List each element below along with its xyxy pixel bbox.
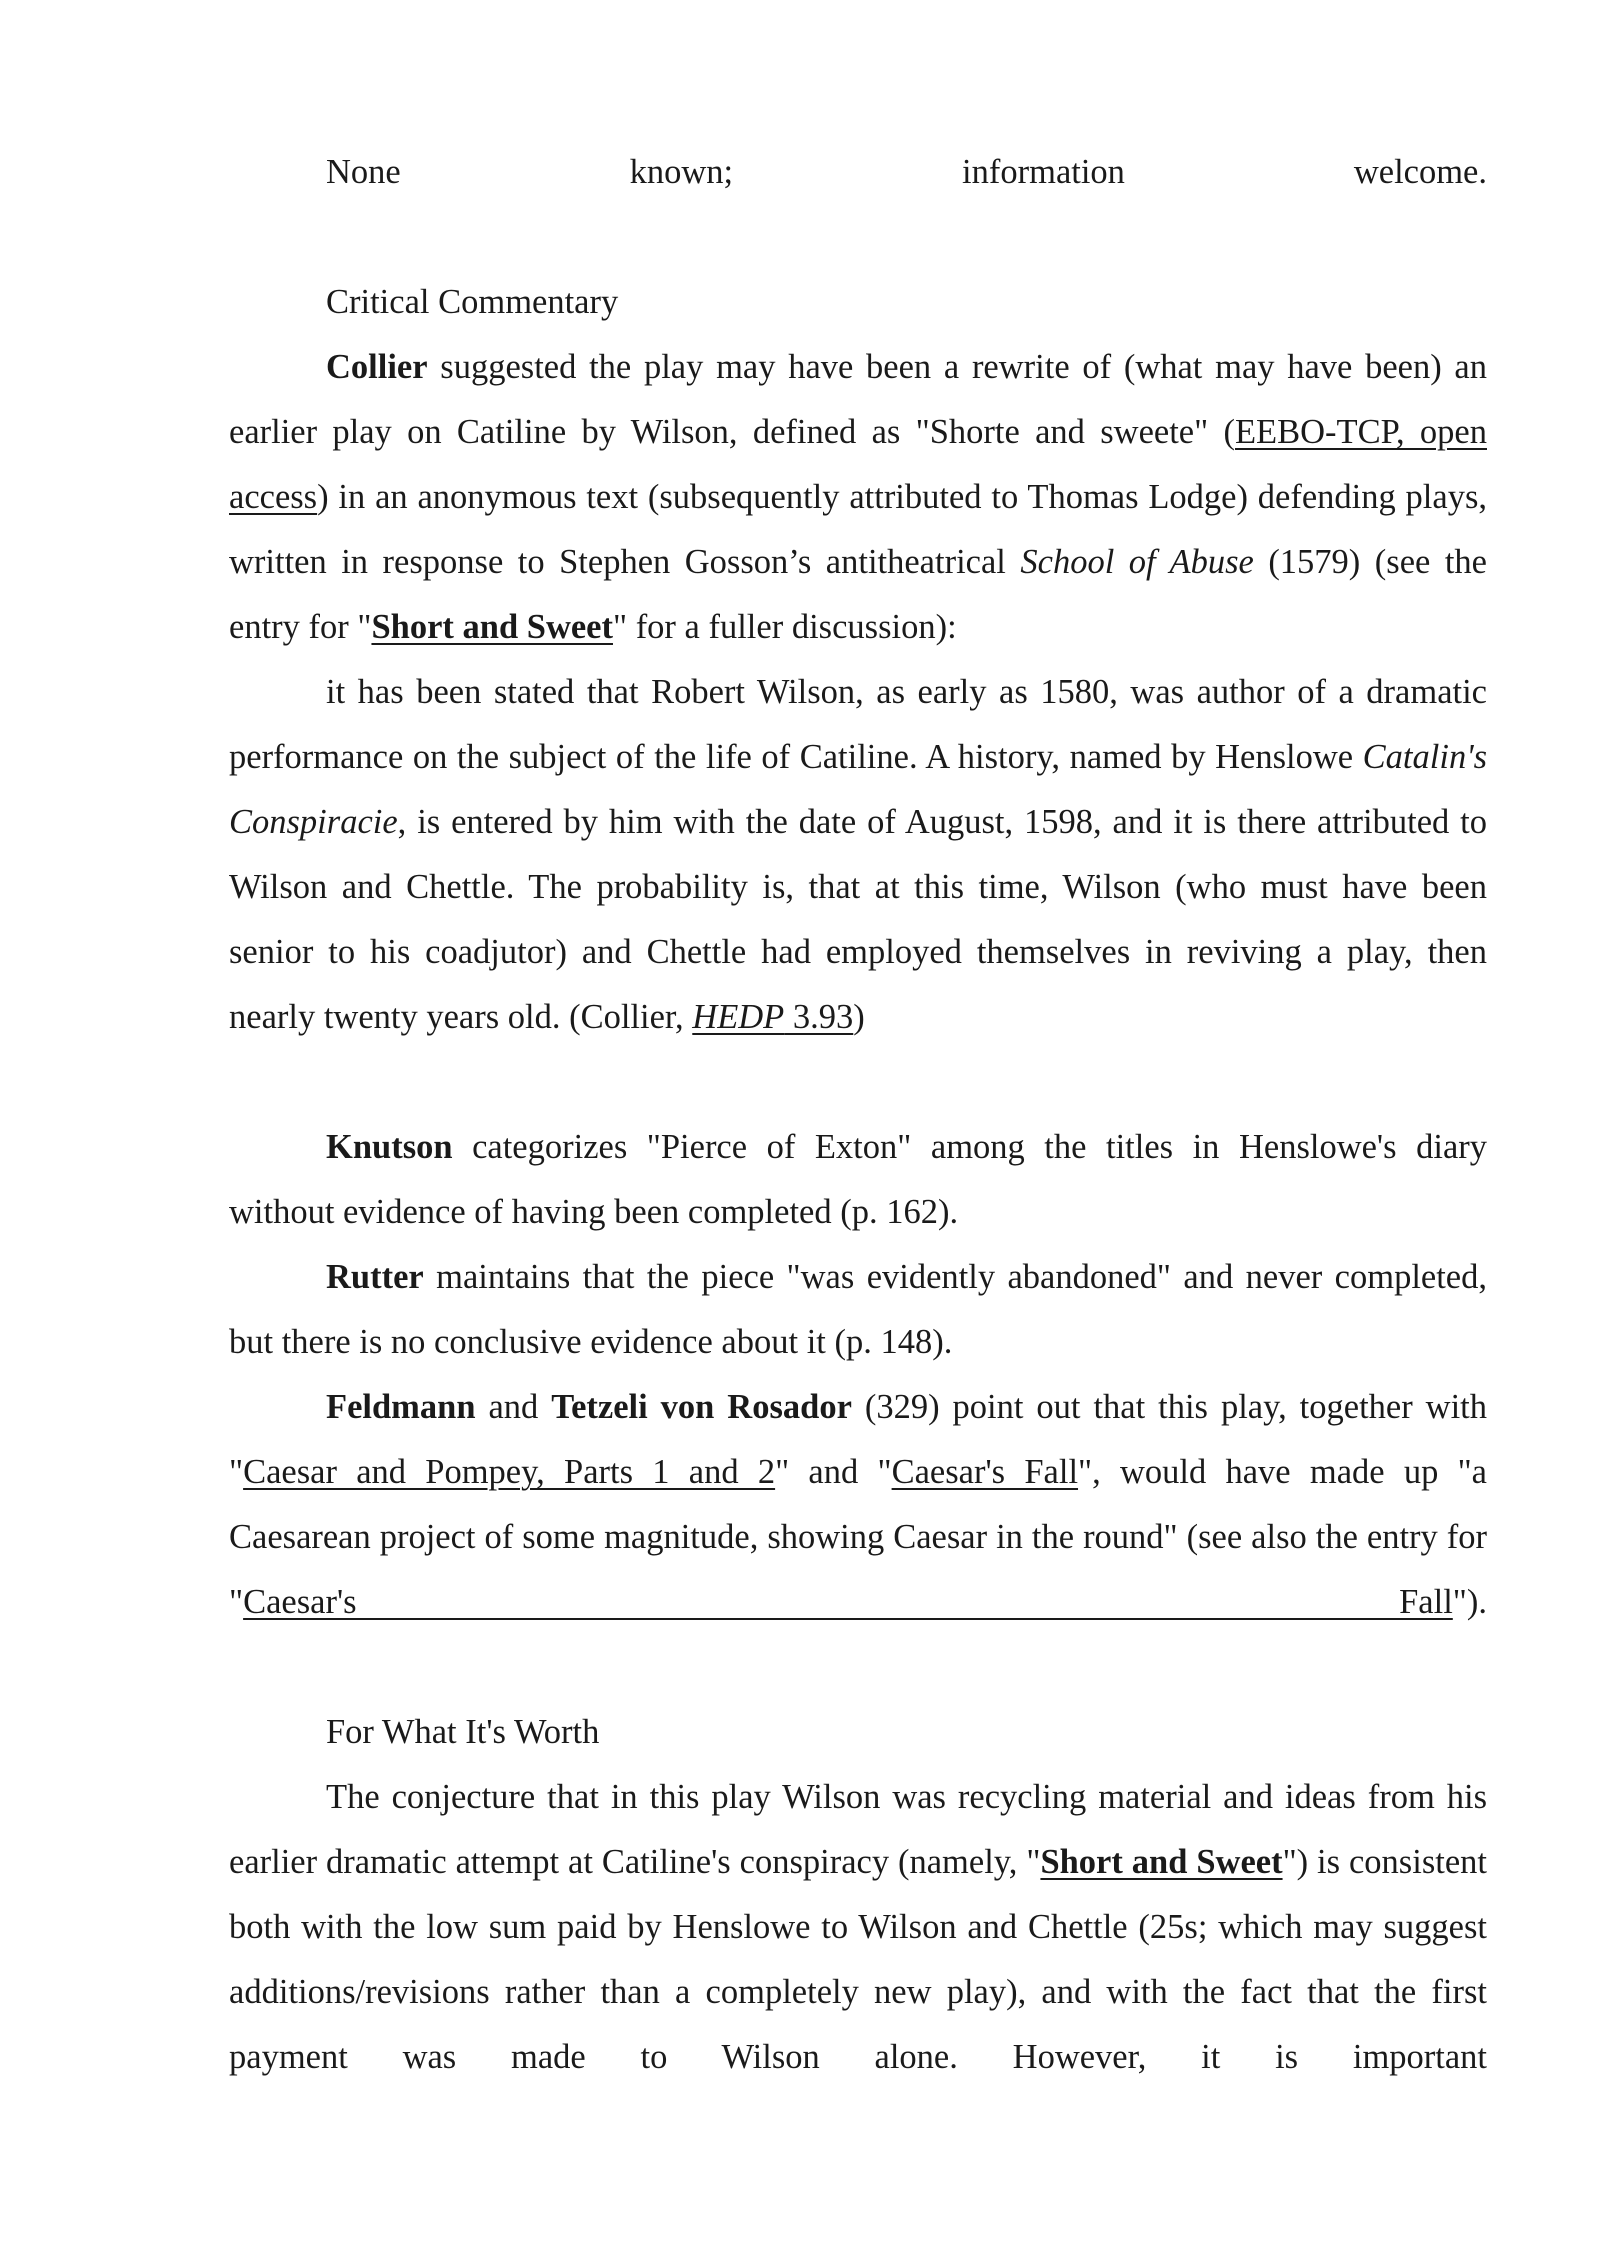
paragraph-collier: Collier suggested the play may have been a rewrite of (what may have been) an earlier play on Catiline by Wilson, defined as "Shorte and sweete" (EEBO-TCP, open access) in an anonymous text (subsequently attributed to Thomas Lodge) defending plays, written in response to Stephen Gosson’s antitheatrical School of Abuse (1579) (see the entry for "Short and Sweet" for a fuller discussion):: [229, 348, 1487, 646]
author-name-feldmann: Feldmann: [326, 1388, 476, 1426]
author-name-collier: Collier: [326, 348, 428, 386]
document-page: [229, 140, 1487, 2090]
link-eebo-tcp[interactable]: EEBO-TCP, open access: [229, 413, 1487, 516]
link-caesar-and-pompey[interactable]: Caesar and Pompey, Parts 1 and 2: [243, 1453, 776, 1491]
title-catalins-conspiracie: Catalin's Conspiracie: [229, 738, 1487, 841]
paragraph-feldmann: Feldmann and Tetzeli von Rosador (329) point out that this play, together with "Caesar and Pompey, Parts 1 and 2" and "Caesar's Fall", would have made up "a Caesarean project of some magnitude, showing Caesar in the round" (see also the entry for "Caesar's Fall").: [229, 1388, 1487, 1621]
paragraph-for-what-its-worth: The conjecture that in this play Wilson was recycling material and ideas from his earlier dramatic attempt at Catiline's conspiracy (namely, "Short and Sweet") is consistent both with the low sum paid by Henslowe to Wilson and Chettle (25s; which may suggest additions/revisions rather than a completely new play), and with the fact that the first payment was made to Wilson alone. However, it is important: [229, 1778, 1487, 2076]
block-quote-collier: it has been stated that Robert Wilson, as early as 1580, was author of a dramatic performance on the subject of the life of Catiline. A history, named by Henslowe Catalin's Conspiracie, is entered by him with the date of August, 1598, and it is there attributed to Wilson and Chettle. The probability is, that at this time, Wilson (who must have been senior to his coadjutor) and Chettle had employed themselves in reviving a play, then nearly twenty years old. (Collier, HEDP 3.93): [229, 673, 1487, 1036]
author-name-knutson: Knutson: [326, 1128, 453, 1166]
section-heading-for-what-its-worth: For What It's Worth: [326, 1713, 600, 1751]
spacer: [229, 205, 1487, 270]
title-school-of-abuse: School of Abuse: [1020, 543, 1254, 581]
link-hedp[interactable]: HEDP 3.93: [692, 998, 854, 1036]
author-name-rutter: Rutter: [326, 1258, 424, 1296]
link-caesars-fall-entry[interactable]: Caesar's Fall: [243, 1583, 1453, 1621]
author-name-tetzeli-von-rosador: Tetzeli von Rosador: [551, 1388, 852, 1426]
paragraph-rutter: Rutter maintains that the piece "was evidently abandoned" and never completed, but there is no conclusive evidence about it (p. 148).: [229, 1258, 1487, 1361]
link-short-and-sweet[interactable]: Short and Sweet: [371, 608, 613, 646]
link-short-and-sweet-2[interactable]: Short and Sweet: [1040, 1843, 1283, 1881]
paragraph-knutson: Knutson categorizes "Pierce of Exton" among the titles in Henslowe's diary without evidence of having been completed (p. 162).: [229, 1128, 1487, 1231]
previous-section-text: None known; information welcome.: [326, 153, 1487, 191]
section-heading-critical-commentary: Critical Commentary: [326, 283, 619, 321]
spacer: [229, 1050, 1487, 1115]
spacer: [229, 1635, 1487, 1700]
link-caesars-fall[interactable]: Caesar's Fall: [891, 1453, 1079, 1491]
